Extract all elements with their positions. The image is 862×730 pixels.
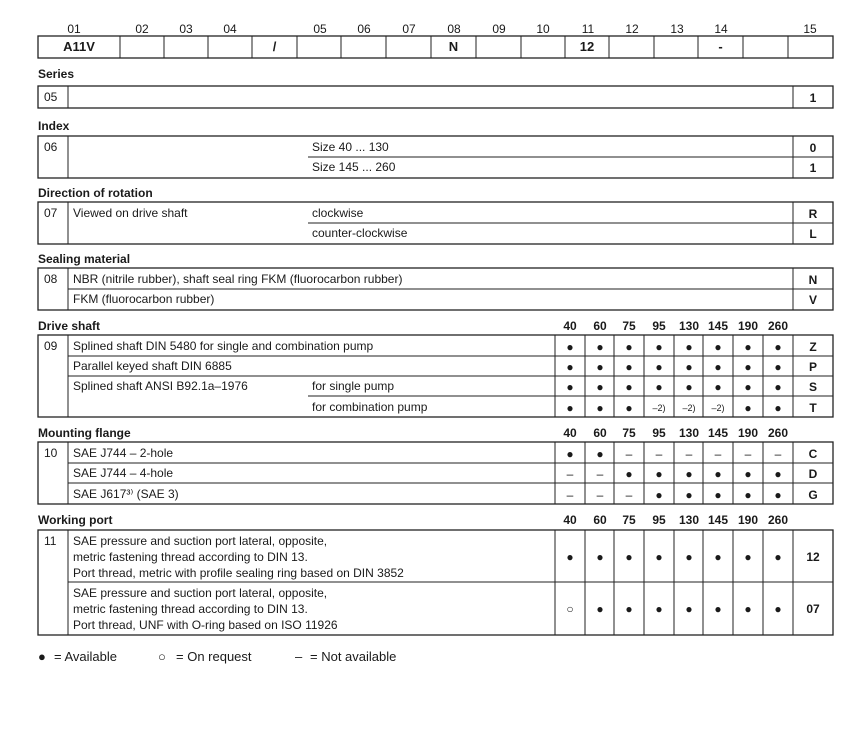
option-sublabel: for combination pump	[312, 400, 428, 414]
code-position-13: 13	[670, 22, 684, 36]
code-position-09: 09	[492, 22, 506, 36]
size-header: 260	[767, 319, 789, 333]
availability-mark: ●	[744, 467, 752, 481]
option-code: 07	[806, 602, 820, 616]
row-number: 10	[44, 446, 58, 460]
availability-mark: ●	[744, 602, 752, 616]
section-title-series: Series	[38, 67, 75, 81]
availability-mark: ●	[566, 380, 574, 394]
availability-mark: ●	[566, 550, 574, 564]
size-header: 40	[563, 426, 577, 440]
code-box-value: -	[718, 39, 723, 54]
availability-mark: –	[685, 447, 693, 461]
availability-mark: ●	[714, 467, 722, 481]
option-label: counter-clockwise	[312, 226, 408, 240]
code-position-04: 04	[223, 22, 237, 36]
availability-mark: ●	[774, 488, 782, 502]
availability-mark: ●	[744, 380, 752, 394]
option-label: NBR (nitrile rubber), shaft seal ring FKM (fluorocarbon rubber)	[73, 272, 403, 286]
code-box-value: A11V	[63, 39, 95, 54]
section-title-working-port: Working port	[38, 513, 113, 527]
availability-mark: ●	[596, 380, 604, 394]
size-header: 130	[678, 426, 700, 440]
option-code: N	[808, 273, 818, 287]
availability-mark: ●	[625, 467, 633, 481]
code-position-14: 14	[714, 22, 728, 36]
code-box-value: N	[448, 39, 459, 54]
size-header: 40	[563, 513, 577, 527]
availability-mark: ●	[596, 550, 604, 564]
availability-mark: ●	[625, 380, 633, 394]
size-header: 130	[678, 513, 700, 527]
legend-not-available: = Not available	[310, 649, 397, 664]
availability-mark: ●	[566, 340, 574, 354]
size-header: 60	[593, 513, 607, 527]
availability-mark: ●	[625, 340, 633, 354]
option-code: 12	[806, 550, 820, 564]
code-position-11: 11	[581, 22, 595, 36]
availability-mark: ●	[744, 401, 752, 415]
option-code: C	[808, 447, 818, 461]
availability-mark: ●	[714, 360, 722, 374]
code-position-12: 12	[625, 22, 639, 36]
option-code: S	[808, 380, 817, 394]
option-code: L	[809, 227, 817, 241]
size-header: 190	[737, 319, 759, 333]
availability-mark: ●	[655, 380, 663, 394]
availability-mark: ○	[566, 602, 574, 616]
availability-mark: ●	[566, 360, 574, 374]
availability-mark: ●	[744, 340, 752, 354]
code-position-15: 15	[803, 22, 817, 36]
option-label: Splined shaft ANSI B92.1a–1976	[73, 379, 248, 393]
availability-mark: ●	[774, 467, 782, 481]
section-title-mounting-flange: Mounting flange	[38, 426, 131, 440]
availability-mark: ●	[655, 360, 663, 374]
option-label: Parallel keyed shaft DIN 6885	[73, 359, 232, 373]
option-sublabel: for single pump	[312, 379, 395, 393]
availability-mark: –	[744, 447, 752, 461]
availability-mark: ●	[655, 467, 663, 481]
availability-mark: ●	[655, 488, 663, 502]
availability-mark: ●	[685, 360, 693, 374]
code-position-05: 05	[313, 22, 327, 36]
code-box-value: /	[272, 39, 277, 54]
legend-available-symbol: ●	[38, 649, 46, 664]
availability-mark: –2)	[652, 403, 666, 413]
option-label: SAE J744 – 4-hole	[73, 466, 174, 480]
section-title-sealing: Sealing material	[38, 252, 131, 266]
option-code: V	[808, 293, 817, 307]
option-label-line: metric fastening thread according to DIN 13.	[73, 602, 308, 616]
code-position-08: 08	[447, 22, 461, 36]
availability-mark: ●	[625, 360, 633, 374]
availability-mark: –	[596, 467, 604, 481]
availability-mark: –	[774, 447, 782, 461]
availability-mark: ●	[685, 340, 693, 354]
availability-mark: ●	[774, 360, 782, 374]
availability-mark: ●	[596, 401, 604, 415]
availability-mark: –2)	[711, 403, 725, 413]
availability-mark: ●	[774, 602, 782, 616]
option-code: 0	[809, 141, 817, 155]
option-label-line: SAE pressure and suction port lateral, opposite,	[73, 586, 328, 600]
availability-mark: ●	[714, 550, 722, 564]
availability-mark: –	[714, 447, 722, 461]
code-position-06: 06	[357, 22, 371, 36]
section-title-index: Index	[38, 119, 70, 133]
availability-mark: ●	[625, 602, 633, 616]
availability-mark: ●	[714, 380, 722, 394]
availability-mark: ●	[774, 550, 782, 564]
size-header: 40	[563, 319, 577, 333]
option-code: R	[808, 207, 818, 221]
availability-mark: ●	[566, 401, 574, 415]
row-number: 11	[44, 534, 57, 548]
option-label: SAE J617³⁾ (SAE 3)	[73, 487, 179, 501]
availability-mark: ●	[685, 488, 693, 502]
option-code: G	[808, 488, 818, 502]
size-header: 145	[707, 319, 729, 333]
legend-not-available-symbol: –	[295, 649, 303, 664]
availability-mark: ●	[714, 602, 722, 616]
size-header: 145	[707, 513, 729, 527]
availability-mark: ●	[625, 550, 633, 564]
availability-mark: –	[655, 447, 663, 461]
availability-mark: ●	[685, 467, 693, 481]
option-label-line: Port thread, UNF with O-ring based on ISO 11926	[73, 618, 338, 632]
legend-available: = Available	[54, 649, 118, 664]
size-header: 95	[652, 319, 666, 333]
availability-mark: ●	[596, 447, 604, 461]
code-position-07: 07	[402, 22, 416, 36]
option-code: D	[808, 467, 818, 481]
option-code: T	[809, 401, 817, 415]
option-code: 1	[809, 161, 817, 175]
availability-mark: ●	[596, 602, 604, 616]
option-label-line: metric fastening thread according to DIN 13.	[73, 550, 308, 564]
availability-mark: ●	[714, 340, 722, 354]
availability-mark: –	[625, 488, 633, 502]
legend-on-request: = On request	[176, 649, 252, 664]
availability-mark: ●	[744, 488, 752, 502]
size-header: 130	[678, 319, 700, 333]
size-header: 75	[622, 513, 636, 527]
availability-mark: ●	[685, 602, 693, 616]
section-title-drive-shaft: Drive shaft	[38, 319, 101, 333]
availability-mark: ●	[685, 380, 693, 394]
availability-mark: ●	[566, 447, 574, 461]
availability-mark: ●	[774, 340, 782, 354]
availability-mark: –2)	[682, 403, 696, 413]
size-header: 75	[622, 426, 636, 440]
availability-mark: –	[596, 488, 604, 502]
size-header: 95	[652, 513, 666, 527]
section-title-rotation: Direction of rotation	[38, 186, 153, 200]
option-label: Splined shaft DIN 5480 for single and combination pump	[73, 339, 374, 353]
size-header: 190	[737, 513, 759, 527]
availability-mark: ●	[625, 401, 633, 415]
option-label: clockwise	[312, 206, 364, 220]
availability-mark: ●	[685, 550, 693, 564]
option-code: P	[808, 360, 817, 374]
size-header: 75	[622, 319, 636, 333]
availability-mark: ●	[714, 488, 722, 502]
size-header: 260	[767, 513, 789, 527]
option-label: SAE J744 – 2-hole	[73, 446, 174, 460]
size-header: 145	[707, 426, 729, 440]
availability-mark: ●	[655, 550, 663, 564]
code-box-value: 12	[579, 39, 595, 54]
size-header: 190	[737, 426, 759, 440]
row-number: 06	[44, 140, 58, 154]
size-header: 60	[593, 319, 607, 333]
option-code: Z	[809, 340, 817, 354]
availability-mark: ●	[655, 602, 663, 616]
availability-mark: –	[625, 447, 633, 461]
size-header: 60	[593, 426, 607, 440]
option-code: 1	[809, 91, 817, 105]
row-number: 05	[44, 90, 58, 104]
code-position-02: 02	[135, 22, 149, 36]
availability-mark: ●	[655, 340, 663, 354]
availability-mark: ●	[744, 360, 752, 374]
option-label: FKM (fluorocarbon rubber)	[73, 292, 215, 306]
row-number: 07	[44, 206, 58, 220]
availability-mark: –	[566, 488, 574, 502]
option-label-line: Port thread, metric with profile sealing ring based on DIN 3852	[73, 566, 404, 580]
code-position-10: 10	[536, 22, 550, 36]
availability-mark: ●	[596, 360, 604, 374]
size-header: 95	[652, 426, 666, 440]
availability-mark: ●	[774, 380, 782, 394]
code-position-03: 03	[179, 22, 193, 36]
legend-on-request-symbol: ○	[158, 649, 166, 664]
option-label: Size 40 ... 130	[312, 140, 389, 154]
availability-mark: ●	[744, 550, 752, 564]
row-number: 09	[44, 339, 58, 353]
availability-mark: ●	[596, 340, 604, 354]
size-header: 260	[767, 426, 789, 440]
row-description: Viewed on drive shaft	[73, 206, 188, 220]
option-label: Size 145 ... 260	[312, 160, 396, 174]
code-position-01: 01	[67, 22, 81, 36]
availability-mark: ●	[774, 401, 782, 415]
availability-mark: –	[566, 467, 574, 481]
row-number: 08	[44, 272, 58, 286]
option-label-line: SAE pressure and suction port lateral, opposite,	[73, 534, 328, 548]
